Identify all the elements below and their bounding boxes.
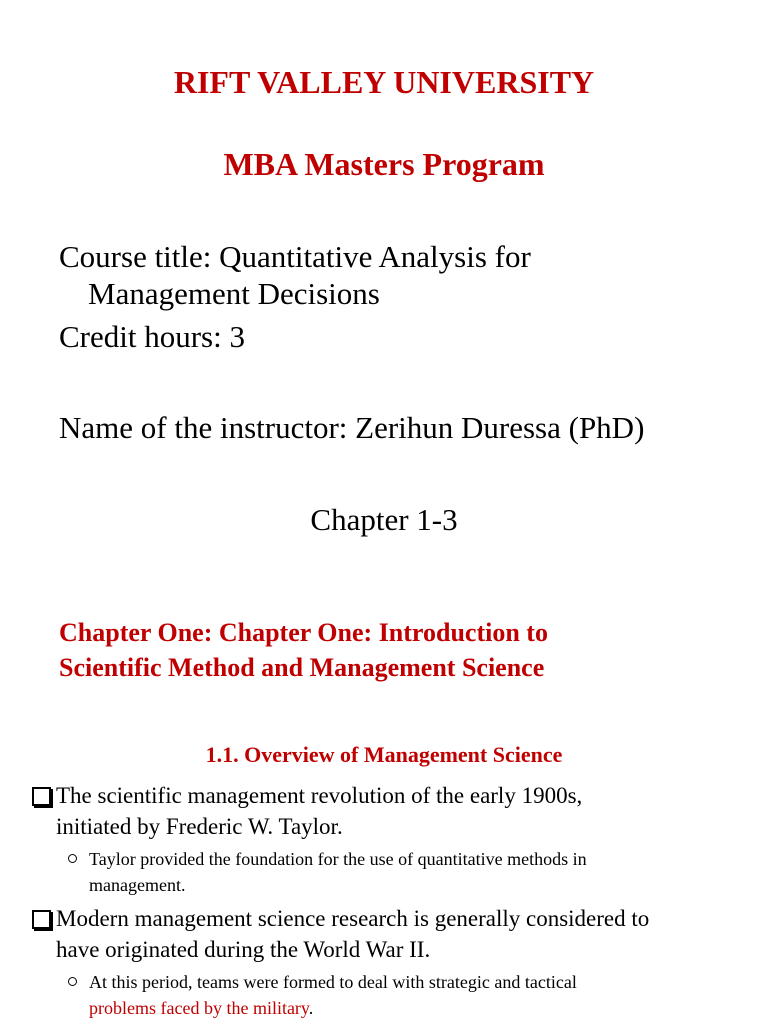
credit-hours: Credit hours: 3: [59, 319, 245, 354]
sub-bullet-text-line2: [68, 995, 728, 1021]
circle-bullet-icon: [68, 977, 77, 986]
course-title-line1: Course title: Quantitative Analysis for: [59, 239, 531, 274]
sentence-end: .: [308, 998, 314, 1018]
sub-bullet-text-line1: At this period, teams were formed to deal with strategic and tactical: [89, 972, 577, 992]
circle-bullet-icon: [68, 854, 77, 863]
instructor-name: Name of the instructor: Zerihun Duressa (PhD): [59, 410, 645, 445]
chapter-heading: [59, 615, 548, 685]
course-title-line2: Management Decisions: [88, 276, 380, 311]
chapter-heading-line1: Chapter One: Chapter One: Introduction to: [59, 618, 548, 647]
bullet-text-line2: initiated by Frederic W. Taylor.: [56, 814, 343, 839]
bullet-text-line1: Modern management science research is generally considered to: [56, 906, 650, 931]
sub-bullet-item: [68, 846, 708, 898]
highlighted-text: problems faced by the military: [89, 998, 309, 1018]
bullet-text-line1: The scientific management revolution of the early 1900s,: [56, 783, 583, 808]
university-title: RIFT VALLEY UNIVERSITY: [173, 64, 595, 100]
chapter-heading-line2: Scientific Method and Management Science: [59, 653, 545, 682]
sub-bullet-item: [68, 969, 728, 1021]
bullet-text-line2: have originated during the World War II.: [56, 937, 431, 962]
checkbox-bullet-icon: [32, 787, 51, 806]
sub-bullet-text-line2: management.: [89, 875, 186, 895]
checkbox-bullet-icon: [32, 910, 51, 929]
sub-bullet-text-line1: Taylor provided the foundation for the use of quantitative methods in: [89, 849, 587, 869]
bullet-item: [32, 903, 752, 965]
bullet-item: [32, 780, 752, 842]
program-title: MBA Masters Program: [223, 146, 545, 182]
course-title: [59, 238, 531, 312]
section-heading: 1.1. Overview of Management Science: [205, 742, 563, 767]
chapter-range: Chapter 1-3: [310, 502, 458, 537]
